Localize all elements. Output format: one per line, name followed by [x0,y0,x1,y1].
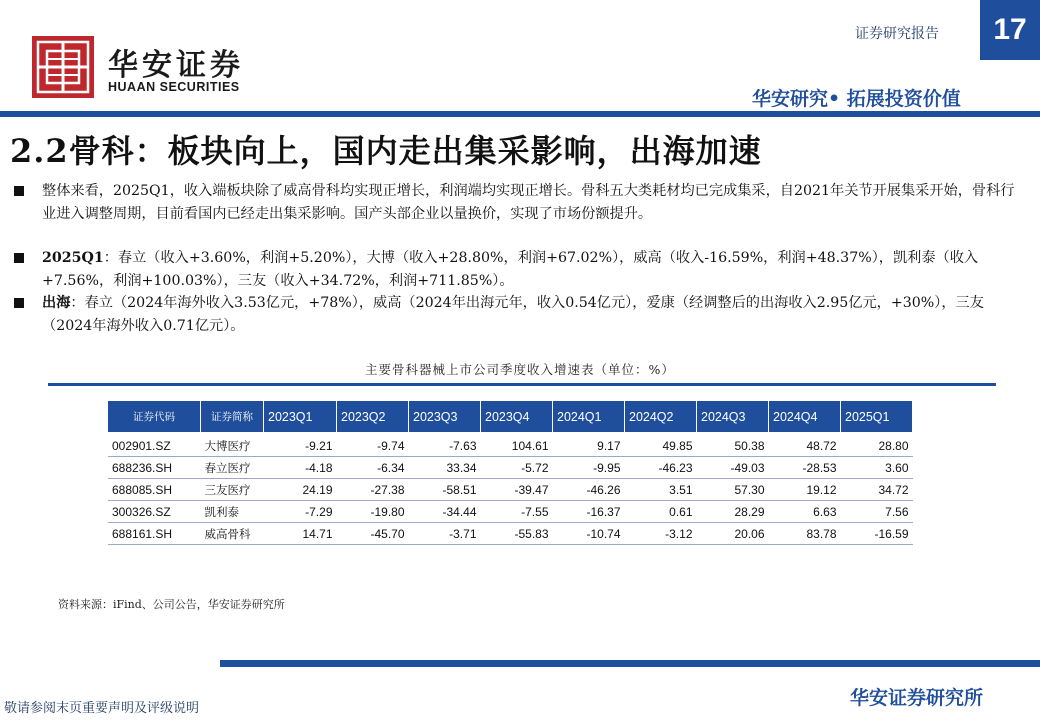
bullet-lead: 出海 [42,295,71,311]
cell-value: -16.37 [553,501,625,523]
cell-value: 33.34 [409,457,481,479]
bullet-square-icon [14,186,24,196]
cell-value: 3.51 [625,479,697,501]
logo-chinese-name: 华安证券 [108,48,244,83]
column-header: 2023Q4 [481,401,553,432]
footer-disclaimer: 敬请参阅末页重要声明及评级说明 [4,701,200,716]
footer-divider [220,660,1040,667]
cell-value: -16.59 [841,523,913,545]
cell-name: 春立医疗 [201,457,264,479]
logo-emblem-icon [32,36,94,98]
cell-value: -3.71 [409,523,481,545]
table-header-row [108,401,913,432]
cell-value: -9.95 [553,457,625,479]
cell-code: 300326.SZ [108,501,201,523]
cell-code: 688161.SH [108,523,201,545]
table-row [108,479,913,501]
cell-value: 19.12 [769,479,841,501]
cell-name: 大博医疗 [201,432,264,457]
cell-value: 24.19 [264,479,337,501]
cell-value: 34.72 [841,479,913,501]
cell-value: 3.60 [841,457,913,479]
growth-table [108,401,913,545]
cell-value: 14.71 [264,523,337,545]
bullet-body: 整体来看，2025Q1，收入端板块除了威高骨科均实现正增长，利润端均实现正增长。骨科五大类耗材均已完成集采，自2021年关节开展集采开始，骨科行业进入调整周期，目前看国内已经走出集采影响。国产头部企业以量换价，实现了市场份额提升。 [42,183,1015,222]
cell-value: -5.72 [481,457,553,479]
cell-code: 688085.SH [108,479,201,501]
page-number-badge: 17 [980,0,1040,60]
cell-value: 7.56 [841,501,913,523]
table-caption: 主要骨科器械上市公司季度收入增速表（单位：%） [365,362,675,377]
cell-value: 0.61 [625,501,697,523]
cell-value: -28.53 [769,457,841,479]
cell-value: 48.72 [769,432,841,457]
cell-value: -49.03 [697,457,769,479]
bullet-square-icon [14,298,24,308]
cell-value: -3.12 [625,523,697,545]
cell-value: -46.26 [553,479,625,501]
cell-value: -9.21 [264,432,337,457]
cell-value: -9.74 [337,432,409,457]
cell-value: 9.17 [553,432,625,457]
cell-value: 6.63 [769,501,841,523]
cell-value: -7.29 [264,501,337,523]
column-header: 2024Q2 [625,401,697,432]
bullet-body: ：春立（收入+3.60%，利润+5.20%），大博（收入+28.80%，利润+67.02%），威高（收入-16.59%，利润+48.37%），凯利泰（收入+7.56%，利润+100.03%），三友（收入+34.72%，利润+711.85%）。 [42,250,979,289]
cell-value: -45.70 [337,523,409,545]
table-row [108,457,913,479]
footer-brand: 华安证券研究所 [850,687,984,709]
column-header: 2023Q1 [264,401,337,432]
page-title: 2.2骨科：板块向上，国内走出集采影响，出海加速 [10,132,762,170]
cell-value: -46.23 [625,457,697,479]
cell-value: 83.78 [769,523,841,545]
bullet-lead: 2025Q1 [42,250,104,266]
cell-value: -34.44 [409,501,481,523]
table-row [108,432,913,457]
column-header: 2023Q2 [337,401,409,432]
column-header: 证券代码 [108,401,201,432]
cell-name: 威高骨科 [201,523,264,545]
bullet-2025q1 [14,247,1024,293]
column-header: 证券简称 [201,401,264,432]
cell-value: -27.38 [337,479,409,501]
cell-value: -19.80 [337,501,409,523]
cell-value: 28.80 [841,432,913,457]
cell-value: -10.74 [553,523,625,545]
column-header: 2024Q1 [553,401,625,432]
cell-value: -55.83 [481,523,553,545]
huaan-logo-icon [32,36,94,98]
cell-value: 20.06 [697,523,769,545]
bullet-text [14,247,1024,293]
column-header: 2023Q3 [409,401,481,432]
table-row [108,501,913,523]
cell-code: 002901.SZ [108,432,201,457]
cell-name: 凯利泰 [201,501,264,523]
bullet-overview [14,180,1024,226]
cell-value: -39.47 [481,479,553,501]
cell-value: -4.18 [264,457,337,479]
bullet-square-icon [14,253,24,263]
bullet-body: ：春立（2024年海外收入3.53亿元，+78%），威高（2024年出海元年，收入0.54亿元），爱康（经调整后的出海收入2.95亿元，+30%），三友（2024年海外收入0.71亿元）。 [42,295,984,334]
column-header: 2025Q1 [841,401,913,432]
cell-value: 104.61 [481,432,553,457]
bullet-text [14,180,1024,226]
logo-english-name: HUAAN SECURITIES [108,80,240,94]
cell-value: -6.34 [337,457,409,479]
bullet-text [14,292,1024,338]
bullet-overseas [14,292,1024,338]
cell-value: -7.63 [409,432,481,457]
cell-name: 三友医疗 [201,479,264,501]
cell-value: -7.55 [481,501,553,523]
header-divider [0,111,1040,117]
cell-value: 49.85 [625,432,697,457]
caption-divider [48,383,996,386]
cell-value: -58.51 [409,479,481,501]
header-slogan: 华安研究• 拓展投资价值 [752,88,961,110]
cell-value: 50.38 [697,432,769,457]
table-row [108,523,913,545]
cell-value: 28.29 [697,501,769,523]
cell-code: 688236.SH [108,457,201,479]
report-type-label: 证券研究报告 [855,26,939,42]
source-note: 资料来源：iFind、公司公告，华安证券研究所 [58,598,285,611]
column-header: 2024Q3 [697,401,769,432]
column-header: 2024Q4 [769,401,841,432]
cell-value: 57.30 [697,479,769,501]
